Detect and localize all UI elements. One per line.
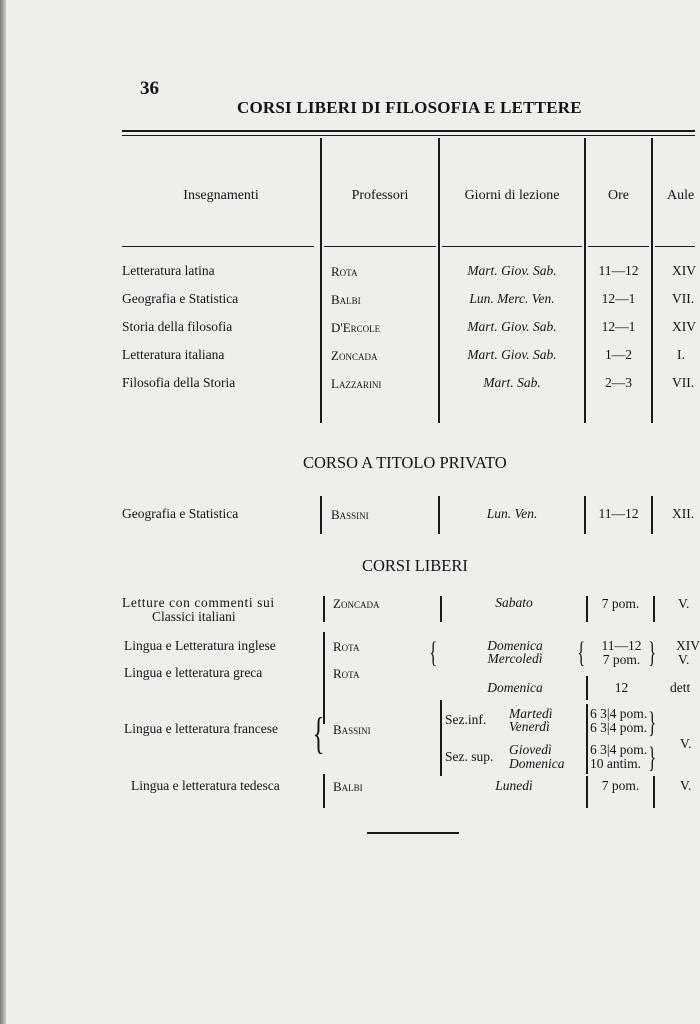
hours-cell: 11—12: [598, 263, 639, 278]
col-divider: [323, 596, 325, 622]
page-title: CORSI LIBERI DI FILOSOFIA E LETTERE: [237, 98, 582, 117]
days-cell: Mercoledì: [487, 651, 543, 666]
hours-cell: 12—1: [601, 291, 636, 306]
col-divider-4: [651, 138, 653, 423]
professor-cell: Balbi: [331, 292, 361, 307]
hours-cell: 10 antim.: [590, 756, 641, 771]
subject-cell: Letture con commenti sui: [122, 595, 275, 610]
header-underline-2: [324, 246, 436, 247]
subject-cell: Lingua e letteratura francese: [124, 721, 279, 736]
subject-cell: Lingua e Letteratura inglese: [124, 638, 276, 653]
hours-cell: 6 3|4 pom.: [590, 706, 648, 721]
subject-cell: Storia della filosofia: [122, 319, 233, 334]
days-cell: Lun. Ven.: [486, 506, 538, 521]
hours-cell: 11—12: [601, 638, 642, 653]
days-cell: Mart. Sab.: [483, 375, 541, 390]
room-cell: VII.: [672, 375, 695, 390]
professor-cell: Rota: [331, 264, 358, 279]
header-rule-top: [122, 130, 695, 132]
col-divider: [320, 496, 322, 534]
professor-cell: Zoncada: [331, 348, 378, 363]
room-cell: XIV: [676, 638, 700, 653]
room-cell: dett: [670, 680, 691, 695]
col-divider: [653, 596, 655, 622]
room-cell: V.: [680, 778, 692, 793]
room-cell: V.: [678, 596, 690, 611]
hours-cell: 11—12: [598, 506, 639, 521]
professor-cell: Rota: [333, 666, 360, 681]
room-cell: XIV: [672, 319, 696, 334]
room-cell: V.: [678, 652, 690, 667]
right-brace-subject: {: [312, 709, 325, 758]
days-cell: Domenica: [509, 756, 565, 771]
col-header-ore: Ore: [608, 188, 629, 203]
professor-cell: Bassini: [333, 722, 371, 737]
days-cell: Domenica: [487, 680, 543, 695]
days-cell: Venerdì: [509, 719, 550, 734]
professor-cell: D'Ercole: [331, 320, 381, 335]
hours-cell: 7 pom.: [602, 652, 641, 667]
days-cell: Mart. Giov. Sab.: [467, 347, 557, 362]
days-cell: Martedì: [509, 706, 553, 721]
col-divider: [653, 776, 655, 808]
professor-cell: Rota: [333, 639, 360, 654]
days-cell: Lunedì: [495, 778, 533, 793]
col-header-aule: Aule: [667, 188, 695, 203]
page-number: 36: [140, 78, 159, 99]
header-underline-3: [442, 246, 582, 247]
right-brace-hours: }: [648, 706, 657, 739]
right-brace-hours: }: [648, 741, 657, 774]
left-brace-days: {: [429, 636, 438, 669]
room-cell: XII.: [672, 506, 695, 521]
subject-cell: Geografia e Statistica: [122, 291, 239, 306]
room-cell: VII.: [672, 291, 695, 306]
days-cell: Lun. Merc. Ven.: [469, 291, 555, 306]
col-divider: [323, 774, 325, 808]
section-title-private: CORSO A TITOLO PRIVATO: [303, 453, 507, 472]
left-brace-hours: {: [577, 636, 586, 669]
subject-cell: Lingua e letteratura tedesca: [131, 778, 280, 793]
subject-cell: Letteratura italiana: [122, 347, 225, 362]
header-underline-5: [655, 246, 695, 247]
col-header-professori: Professori: [351, 188, 409, 203]
hours-cell: 12—1: [601, 319, 636, 334]
header-underline-1: [122, 246, 314, 247]
sez-sup-label: Sez. sup.: [445, 749, 494, 764]
room-cell: XIV: [672, 263, 696, 278]
professor-cell: Balbi: [333, 779, 363, 794]
days-cell: Sabato: [495, 595, 533, 610]
hours-cell: 12: [614, 680, 629, 695]
col-divider: [440, 700, 442, 776]
right-brace-hours: }: [648, 636, 657, 669]
hours-cell: 7 pom.: [601, 778, 640, 793]
col-header-insegnamenti: Insegnamenti: [183, 188, 259, 203]
hours-cell: 6 3|4 pom.: [590, 720, 648, 735]
subject-cell-line2: Classici italiani: [152, 609, 236, 624]
professor-cell: Bassini: [331, 507, 369, 522]
page-edge-shadow: [0, 0, 6, 1024]
hours-cell: 6 3|4 pom.: [590, 742, 648, 757]
hours-cell: 1—2: [605, 347, 632, 362]
sez-inf-label: Sez.inf.: [445, 712, 487, 727]
col-header-giorni: Giorni di lezione: [464, 188, 560, 203]
hours-cell: 2—3: [605, 375, 632, 390]
subject-cell: Filosofia della Storia: [122, 375, 236, 390]
col-divider-1: [320, 138, 322, 423]
col-divider: [651, 496, 653, 534]
subject-cell: Geografia e Statistica: [122, 506, 239, 521]
header-underline-4: [588, 246, 649, 247]
days-cell: Mart. Giov. Sab.: [467, 263, 557, 278]
professor-cell: Zoncada: [333, 596, 380, 611]
room-cell: V.: [680, 736, 692, 751]
header-rule-bottom: [122, 135, 695, 136]
subject-cell: Lingua e letteratura greca: [124, 665, 263, 680]
end-rule: [367, 832, 459, 834]
hours-cell: 7 pom.: [601, 596, 640, 611]
col-divider: [586, 676, 588, 700]
days-cell: Giovedì: [509, 742, 552, 757]
days-cell: Domenica: [487, 638, 543, 653]
col-divider: [586, 704, 588, 774]
days-cell: Mart. Giov. Sab.: [467, 319, 557, 334]
subject-cell: Letteratura latina: [122, 263, 215, 278]
section-title-free: CORSI LIBERI: [362, 556, 468, 575]
professor-cell: Lazzarini: [331, 376, 382, 391]
room-cell: I.: [677, 347, 685, 362]
